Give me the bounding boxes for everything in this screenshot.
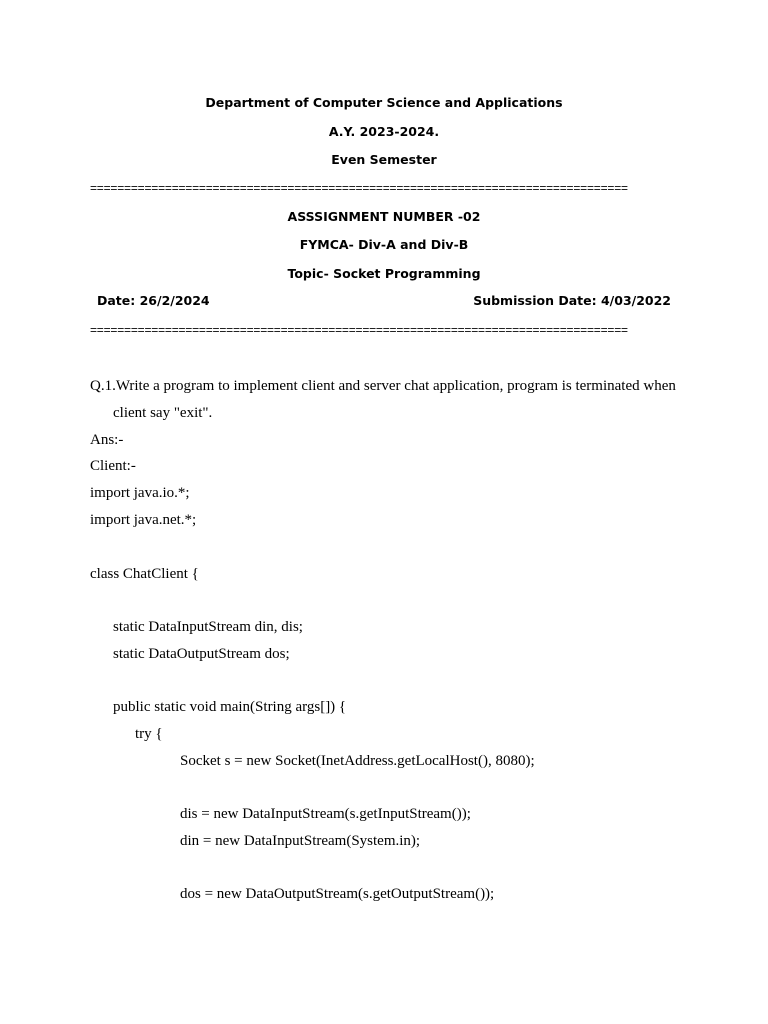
answer-label: Ans:- — [90, 432, 124, 448]
question-text-line2: client say "exit". — [113, 405, 213, 421]
separator-rule-top: =============================================================================== — [90, 181, 628, 195]
submission-date: Submission Date: 4/03/2022 — [473, 293, 671, 308]
code-line: class ChatClient { — [90, 566, 199, 582]
code-line: static DataOutputStream dos; — [113, 646, 290, 662]
code-line: public static void main(String args[]) { — [113, 699, 347, 715]
code-line: din = new DataInputStream(System.in); — [180, 833, 421, 849]
code-line: import java.net.*; — [90, 512, 197, 528]
separator-rule-bottom: =============================================================================== — [90, 323, 628, 337]
semester: Even Semester — [331, 152, 437, 167]
code-line: Socket s = new Socket(InetAddress.getLocalHost(), 8080); — [180, 753, 535, 769]
topic: Topic- Socket Programming — [287, 266, 481, 281]
code-line: import java.io.*; — [90, 485, 190, 501]
code-line: dos = new DataOutputStream(s.getOutputStream()); — [180, 886, 495, 902]
department-heading: Department of Computer Science and Applications — [205, 95, 563, 110]
question-text-line1: Q.1.Write a program to implement client and server chat application, program is terminated when — [90, 378, 676, 394]
code-line: static DataInputStream din, dis; — [113, 619, 303, 635]
code-line: dis = new DataInputStream(s.getInputStream()); — [180, 806, 471, 822]
class-divisions: FYMCA- Div-A and Div-B — [299, 237, 469, 252]
client-heading: Client:- — [90, 458, 136, 474]
date: Date: 26/2/2024 — [97, 293, 210, 308]
code-line: try { — [135, 726, 163, 742]
academic-year: A.Y. 2023-2024. — [328, 124, 440, 139]
assignment-number: ASSSIGNMENT NUMBER -02 — [287, 209, 481, 224]
